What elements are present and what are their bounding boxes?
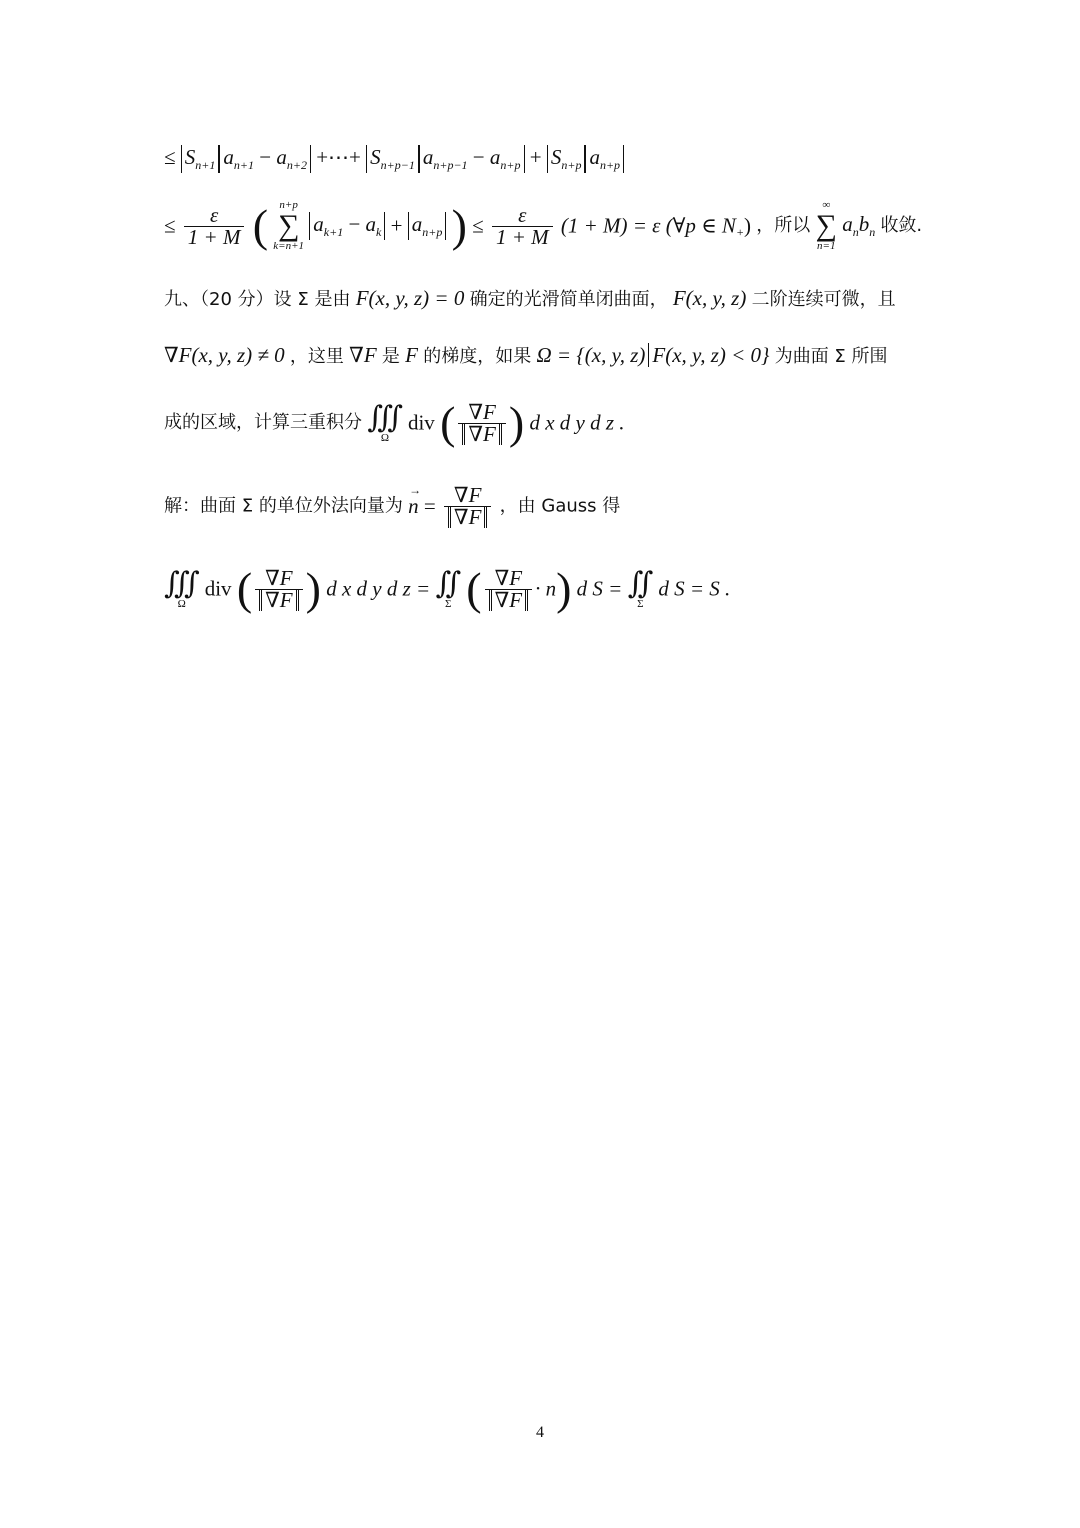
integral-lower: Σ: [637, 597, 644, 610]
subscript: n+p: [599, 158, 621, 173]
problem-9-line-1: [164, 288, 896, 309]
vector-n: [408, 483, 422, 518]
term: a: [422, 145, 434, 169]
formula: F(x, y, z): [672, 286, 747, 310]
formula: Ω = {(x, y, z): [537, 343, 650, 367]
term: b: [858, 211, 870, 236]
plus-dots: +⋯+: [316, 145, 361, 169]
left-paren: (: [252, 200, 269, 251]
minus: −: [472, 145, 485, 169]
text: 解：曲面 Σ 的单位外法向量为: [164, 495, 403, 517]
inequality-line-2: [164, 200, 922, 252]
page-number: 4: [536, 1424, 544, 1441]
problem-9-line-2: [164, 345, 888, 366]
right-paren: ): [508, 397, 525, 448]
right-paren: ): [556, 563, 572, 614]
minus: −: [259, 145, 272, 169]
sum-lower: k=n+1: [273, 240, 305, 252]
minus: −: [348, 212, 361, 236]
integral-lower: Ω: [380, 431, 390, 444]
formula: d S =: [576, 576, 623, 601]
subscript: +: [735, 225, 745, 239]
text: 九、（20 分）设 Σ 是由: [164, 289, 351, 310]
denominator: ∇F: [489, 590, 529, 611]
arrow-icon: →: [409, 483, 422, 497]
term: a: [223, 145, 234, 169]
final-equation: [164, 563, 731, 614]
text: ，这里: [289, 346, 344, 367]
numerator: ε: [184, 205, 245, 227]
fraction: [255, 565, 303, 612]
term: S: [370, 145, 381, 169]
fraction: [492, 202, 553, 249]
sigma-symbol: ∑: [277, 209, 300, 242]
formula: d x d y d z =: [326, 576, 431, 601]
subscript: n: [852, 225, 859, 240]
subscript: n: [869, 225, 876, 240]
summation: [273, 200, 304, 252]
term: S: [184, 145, 196, 169]
denominator: 1 + M: [495, 224, 549, 249]
formula: ∇F: [349, 343, 377, 367]
expression: (1 + M) = ε (∀p ∈ N: [560, 213, 736, 238]
formula: F: [405, 343, 418, 367]
term: a: [365, 212, 377, 236]
left-paren: (: [440, 397, 456, 448]
term: a: [842, 211, 853, 236]
term: a: [489, 145, 501, 169]
integral-symbol: ∬: [435, 566, 462, 600]
denominator: ∇F: [259, 590, 299, 611]
fraction: [485, 565, 533, 612]
term: a: [276, 145, 287, 169]
text: ，所以: [756, 215, 811, 236]
subscript: n+p: [500, 158, 521, 173]
text: 确定的光滑简单闭曲面，: [469, 289, 668, 310]
left-paren: (: [466, 563, 482, 614]
le-symbol: ≤: [164, 145, 176, 169]
double-integral: [627, 566, 654, 610]
integral-symbol: ∭: [164, 566, 200, 600]
left-paren: (: [236, 563, 253, 614]
term: a: [313, 212, 324, 236]
text: 为曲面 Σ 所围: [774, 346, 888, 367]
integral-lower: Ω: [177, 597, 186, 610]
equals: =: [423, 494, 436, 518]
subscript: k+1: [323, 225, 344, 240]
term: a: [589, 145, 600, 169]
div-operator: div: [407, 410, 435, 435]
formula: F(x, y, z) = 0: [355, 286, 465, 310]
triple-integral: [367, 400, 403, 444]
term: a: [411, 212, 423, 236]
solution-line: [164, 485, 620, 528]
numerator: ε: [492, 205, 553, 227]
subscript: n+p−1: [380, 158, 415, 173]
text: 是: [381, 346, 400, 367]
formula: · n: [535, 576, 557, 601]
inequality-line-1: [164, 145, 624, 173]
numerator: ∇F: [255, 568, 303, 590]
numerator: ∇F: [485, 568, 533, 590]
term: S: [550, 145, 562, 169]
formula: d x d y d z .: [529, 410, 625, 435]
integral-symbol: ∭: [367, 400, 403, 434]
sigma-symbol: ∑: [815, 209, 837, 242]
right-paren: ): [451, 200, 467, 251]
subscript: k: [376, 225, 382, 240]
integral-symbol: ∬: [627, 566, 654, 600]
symbol: n: [408, 494, 419, 518]
paren: ): [744, 213, 752, 238]
denominator: 1 + M: [187, 224, 241, 249]
subscript: n+p: [422, 225, 443, 240]
subscript: n+p−1: [433, 158, 468, 173]
sum-upper: n+p: [279, 199, 298, 211]
sum-upper: ∞: [822, 199, 831, 211]
subscript: n+1: [233, 158, 254, 173]
text: 二阶连续可微，且: [751, 289, 896, 310]
le-symbol: ≤: [472, 213, 484, 238]
triple-integral: [164, 566, 200, 610]
numerator: ∇F: [444, 485, 492, 507]
right-paren: ): [305, 563, 321, 614]
subscript: n+1: [195, 158, 216, 173]
le-symbol: ≤: [164, 213, 176, 238]
fraction: [184, 202, 245, 249]
formula: d S = S .: [658, 576, 731, 601]
plus: +: [529, 145, 542, 169]
summation: [816, 200, 837, 252]
denominator: ∇F: [448, 507, 488, 528]
text: ，由 Gauss 得: [499, 495, 621, 517]
plus: +: [390, 213, 403, 238]
double-integral: [435, 566, 462, 610]
text: 收敛.: [880, 215, 923, 236]
subscript: n+p: [561, 158, 582, 173]
formula: F(x, y, z) < 0}: [652, 343, 770, 367]
div-operator: div: [204, 576, 232, 601]
numerator: ∇F: [458, 402, 506, 424]
denominator: ∇F: [462, 424, 502, 445]
fraction: [444, 485, 492, 528]
integral-lower: Σ: [445, 597, 452, 610]
fraction: [458, 399, 506, 446]
subscript: n+2: [286, 158, 307, 173]
text: 的梯度，如果: [423, 346, 532, 367]
text: 成的区域，计算三重积分: [164, 412, 362, 433]
problem-9-line-3: [164, 397, 625, 448]
formula: ∇F(x, y, z) ≠ 0: [164, 343, 285, 367]
sum-lower: n=1: [817, 240, 836, 252]
